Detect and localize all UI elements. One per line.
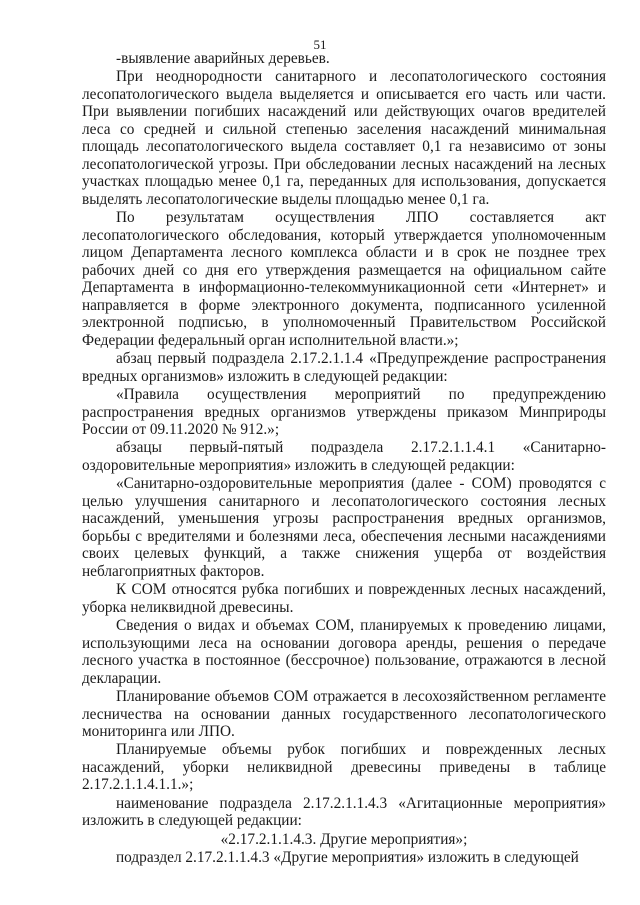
paragraph-new-subsection-title: «2.17.2.1.1.4.3. Другие мероприятия»; <box>220 830 468 848</box>
document-body <box>82 50 606 867</box>
paragraph-subsection-restate: подраздел 2.17.2.1.1.4.3 «Другие мероприятия» изложить в следующей <box>116 849 579 867</box>
paragraph-heterogeneity: При неоднородности санитарного и лесопатологического состояния лесопатологического выдела выделяется и описывается его часть или части. При выявлении погибших насаждений или действующих очагов вредителей леса со средней и сильной степенью заселения насаждений минимальная площадь лесопатологического выдела составляет 0,1 га независимо от зоны лесопатологической угрозы. При обследовании лесных насаждений на лесных участках площадью менее 0,1 га, переданных для использования, допускается выделять лесопатологические выделы площадью менее 0,1 га. <box>82 68 606 208</box>
paragraph-som-planning: Планирование объемов СОМ отражается в лесохозяйственном регламенте лесничества на основании данных государственного лесопатологического мониторинга или ЛПО. <box>82 688 606 741</box>
paragraph-emergency-trees: -выявление аварийных деревьев. <box>116 50 330 67</box>
paragraph-som-definition: «Санитарно-оздоровительные мероприятия (далее - СОМ) проводятся с целью улучшения санитарного и лесопатологического состояния лесных насаждений, уменьшения угрозы распространения вредных организмов, борьбы с вредителями и болезнями леса, обеспечения лесными насаждениями своих целевых функций, а также снижения ущерба от воздействия неблагоприятных факторов. <box>82 475 606 580</box>
paragraph-som-includes: К СОМ относятся рубка погибших и поврежденных лесных насаждений, уборка неликвидной древесины. <box>82 581 606 616</box>
page-number: 51 <box>313 37 327 52</box>
paragraph-rename-subsection: наименование подраздела 2.17.2.1.1.4.3 «Агитационные мероприятия» изложить в следующей редакции: <box>82 794 606 830</box>
paragraph-som-declaration: Сведения о видах и объемах СОМ, планируемых к проведению лицами, использующими леса на основании договора аренды, решения о передаче лесного участка в постоянное (бессрочное) пользование, отражаются в лесной декларации. <box>82 617 606 687</box>
paragraph-amendment-2-17-2-1-1-4-1: абзацы первый-пятый подраздела 2.17.2.1.1.4.1 «Санитарно-оздоровительные мероприятия» изложить в следующей редакции: <box>82 439 606 474</box>
paragraph-amendment-2-17-2-1-1-4: абзац первый подраздела 2.17.2.1.1.4 «Предупреждение распространения вредных организмов» изложить в следующей редакции: <box>82 350 606 385</box>
paragraph-inspection-act: По результатам осуществления ЛПО составляется акт лесопатологического обследования, который утверждается уполномоченным лицом Департамента лесного комплекса области и в срок не позднее трех рабочих дней со дня его утверждения размещается на официальном сайте Департамента в информационно-телекоммуникационной сети «Интернет» и направляется в форме электронного документа, подписанного усиленной электронной подписью, в уполномоченный Правительством Российской Федерации федеральный орган исполнительной власти.»; <box>82 209 606 349</box>
paragraph-rules-quote: «Правила осуществления мероприятий по предупреждению распространения вредных организмов утверждены приказом Минприроды России от 09.11.2020 № 912.»; <box>82 386 606 439</box>
paragraph-planned-volumes: Планируемые объемы рубок погибших и поврежденных лесных насаждений, уборки неликвидной древесины приведены в таблице 2.17.2.1.1.4.1.1.»; <box>82 741 606 794</box>
